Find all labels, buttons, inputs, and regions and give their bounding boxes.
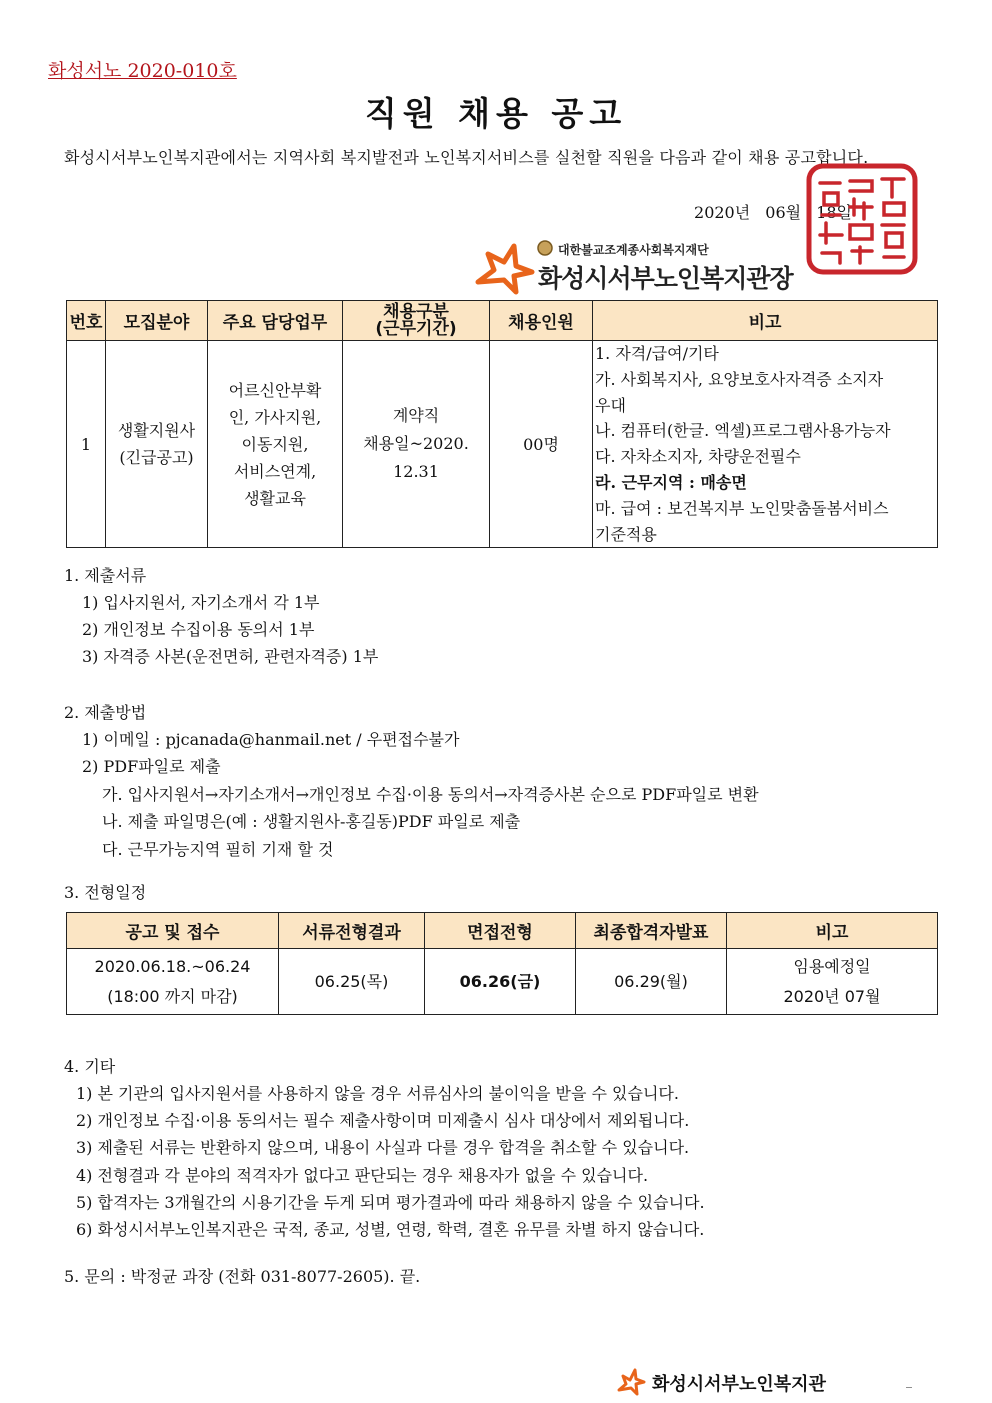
page-title: 직원 채용 공고 (364, 94, 628, 133)
section1-item: 3) 자격증 사본(운전면허, 관련자격증) 1부 (82, 647, 379, 666)
header-notes: 비고 (593, 301, 938, 341)
header-type: 채용구분 (근무기간) (343, 301, 490, 341)
section4-item: 5) 합격자는 3개월간의 시용기간을 두게 되며 평가결과에 따라 채용하지 않을 수 있습니다. (76, 1193, 705, 1212)
row-field: 생활지원사 (긴급공고) (106, 341, 208, 548)
schedule-header: 최종합격자발표 (576, 913, 727, 949)
schedule-header: 서류전형결과 (279, 913, 425, 949)
schedule-header: 비고 (727, 913, 938, 949)
official-seal (806, 163, 918, 275)
section1-item: 1) 입사지원서, 자기소개서 각 1부 (82, 593, 320, 612)
section4-item: 1) 본 기관의 입사지원서를 사용하지 않을 경우 서류심사의 불이익을 받을 수 있습니다. (76, 1084, 679, 1103)
intro-text: 화성시서부노인복지관에서는 지역사회 복지발전과 노인복지서비스를 실천할 직원을 다음과 같이 채용 공고합니다. (64, 148, 869, 167)
section1-item: 2) 개인정보 수집이용 동의서 1부 (82, 620, 315, 639)
header-field: 모집분야 (106, 301, 208, 341)
row-count: 00명 (490, 341, 593, 548)
schedule-cell: 06.25(목) (279, 949, 425, 1015)
foundation-name: 대한불교조계종사회복지재단 (558, 243, 709, 257)
section4-item: 4) 전형결과 각 분야의 적격자가 없다고 판단되는 경우 채용자가 없을 수 있습니다. (76, 1166, 649, 1185)
schedule-cell: 2020.06.18.~06.24 (18:00 까지 마감) (67, 949, 279, 1015)
announcement-date: 2020년 06월 18일 (694, 203, 852, 222)
note-line: 기준적용 (595, 524, 657, 544)
footer-organization: 화성시서부노인복지관 (652, 1374, 826, 1395)
director-title: 화성시서부노인복지관장 (538, 264, 793, 293)
note-line: 나. 컴퓨터(한글. 엑셀)프로그램사용가능자 (595, 421, 891, 441)
section2-title: 2. 제출방법 (64, 703, 147, 722)
schedule-header: 공고 및 접수 (67, 913, 279, 949)
footer-mark: _ (906, 1374, 912, 1388)
section4-title: 4. 기타 (64, 1057, 116, 1076)
row-notes (593, 341, 938, 548)
section2-item: 2) PDF파일로 제출 (82, 757, 221, 776)
section2-subitem: 다. 근무가능지역 필히 기재 할 것 (102, 840, 334, 859)
schedule-table (66, 912, 938, 1015)
note-line: 다. 자차소지자, 차량운전필수 (595, 447, 801, 467)
row-type: 계약직 채용일~2020. 12.31 (343, 341, 490, 548)
header-count: 채용인원 (490, 301, 593, 341)
note-line: 가. 사회복지사, 요양보호사자격증 소지자 (595, 369, 884, 389)
schedule-cell: 06.29(월) (576, 949, 727, 1015)
section2-subitem: 가. 입사지원서→자기소개서→개인정보 수집·이용 동의서→자격증사본 순으로 PDF파일로 변환 (102, 785, 759, 804)
note-line: 1. 자격/급여/기타 (595, 344, 719, 363)
section4-item: 2) 개인정보 수집·이용 동의서는 필수 제출사항이며 미제출시 심사 대상에서 제외됩니다. (76, 1111, 690, 1130)
schedule-cell: 임용예정일 2020년 07월 (727, 949, 938, 1015)
note-line: 라. 근무지역 : 매송면 (595, 472, 747, 492)
header-number: 번호 (67, 301, 106, 341)
row-number: 1 (67, 341, 106, 548)
section2-item: 1) 이메일 : pjcanada@hanmail.net / 우편접수불가 (82, 730, 460, 749)
note-line: 마. 급여 : 보건복지부 노인맞춤돌봄서비스 (595, 498, 889, 518)
section1-title: 1. 제출서류 (64, 566, 147, 585)
section2-subitem: 나. 제출 파일명은(예 : 생활지원사-홍길동)PDF 파일로 제출 (102, 812, 521, 831)
schedule-cell: 06.26(금) (425, 949, 576, 1015)
document-number: 화성서노 2020-010호 (48, 60, 237, 82)
recruitment-table (66, 300, 938, 548)
section4-item: 6) 화성시서부노인복지관은 국적, 종교, 성별, 연령, 학력, 결혼 유무를 차별 하지 않습니다. (76, 1220, 705, 1239)
section4-item: 3) 제출된 서류는 반환하지 않으며, 내용이 사실과 다를 경우 합격을 취소할 수 있습니다. (76, 1138, 690, 1157)
header-duty: 주요 담당업무 (208, 301, 343, 341)
schedule-header: 면접전형 (425, 913, 576, 949)
contact-info: 5. 문의 : 박정균 과장 (전화 031-8077-2605). 끝. (64, 1267, 421, 1286)
row-duty: 어르신안부확 인, 가사지원, 이동지원, 서비스연계, 생활교육 (208, 341, 343, 548)
footer-logo-icon (616, 1364, 648, 1396)
note-line: 우대 (595, 395, 626, 415)
section3-title: 3. 전형일정 (64, 883, 147, 902)
